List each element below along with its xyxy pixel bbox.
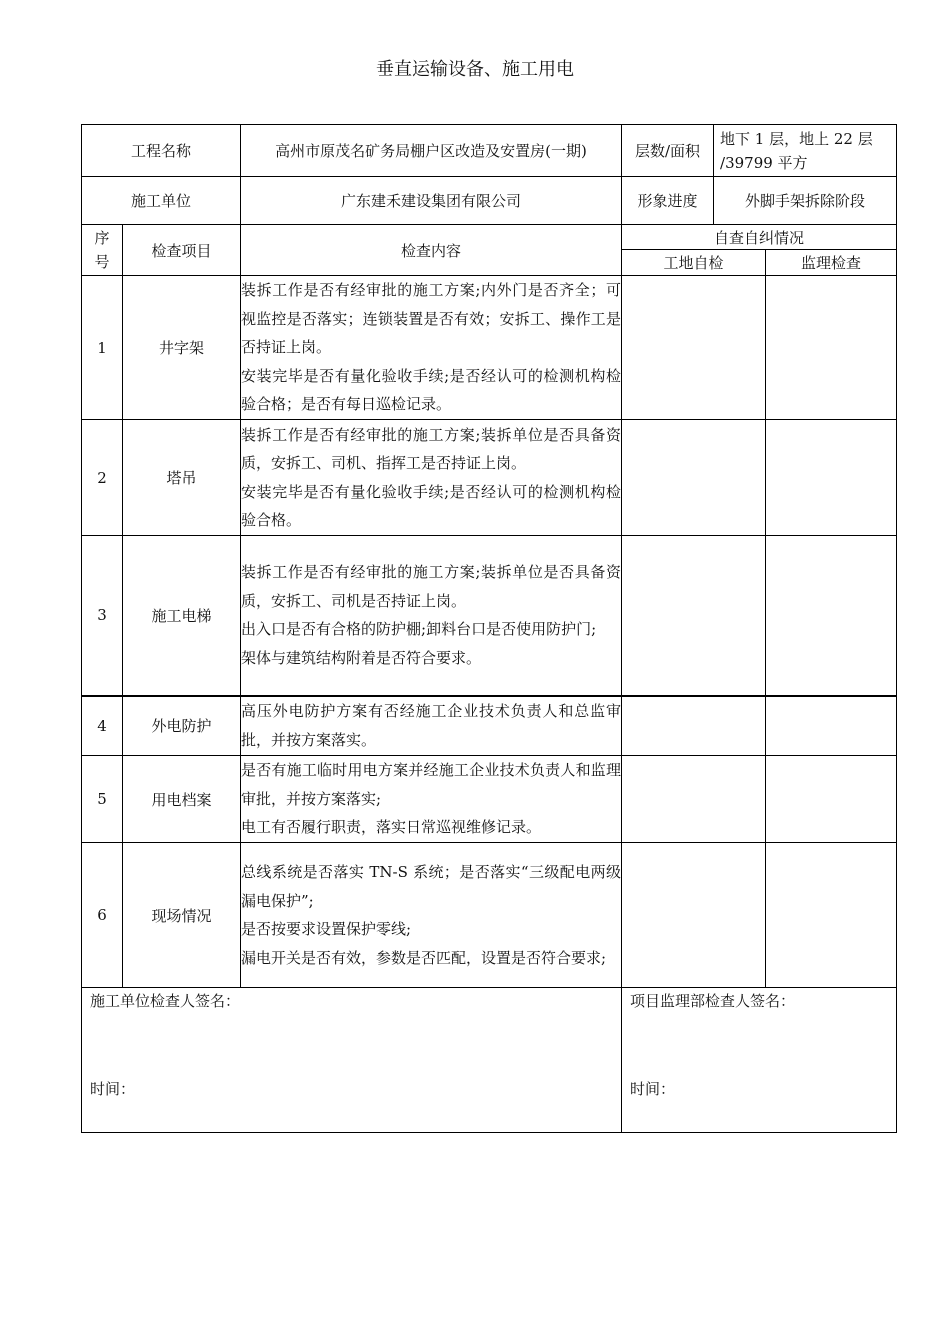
row-item: 外电防护 — [123, 696, 241, 756]
floors-line2: /39799 平方 — [720, 153, 808, 172]
site-check-cell[interactable] — [622, 420, 766, 536]
row-item: 塔吊 — [123, 420, 241, 536]
supervisor-check-cell[interactable] — [766, 843, 897, 988]
supervisor-signature-cell[interactable] — [622, 988, 897, 1133]
inspection-table — [81, 124, 897, 1133]
floors-label: 层数/面积 — [622, 125, 714, 177]
site-check-cell[interactable] — [622, 276, 766, 420]
supervisor-time-label: 时间： — [630, 1080, 676, 1098]
project-name-label: 工程名称 — [82, 125, 241, 177]
col-item-header: 检查项目 — [123, 225, 241, 276]
row-item: 用电档案 — [123, 756, 241, 843]
table-row — [82, 536, 897, 696]
progress-value: 外脚手架拆除阶段 — [714, 177, 897, 225]
project-name-value: 高州市原茂名矿务局棚户区改造及安置房(一期) — [241, 125, 622, 177]
col-no-line2: 号 — [94, 253, 110, 271]
contractor-label: 施工单位 — [82, 177, 241, 225]
row-content — [241, 756, 622, 843]
supervisor-check-cell[interactable] — [766, 420, 897, 536]
floors-value — [714, 125, 897, 177]
row-no: 3 — [82, 536, 123, 696]
row-no: 1 — [82, 276, 123, 420]
supervisor-check-cell[interactable] — [766, 756, 897, 843]
col-supervisor-check-header: 监理检查 — [766, 250, 897, 276]
row-content-text: 总线系统是否落实 TN-S 系统；是否落实“三级配电两级漏电保护”; 是否按要求设置保护零线; 漏电开关是否有效，参数是否匹配，设置是否符合要求; — [241, 863, 622, 967]
row-no: 5 — [82, 756, 123, 843]
row-content — [241, 276, 622, 420]
contractor-signature-cell[interactable] — [82, 988, 622, 1133]
row-content — [241, 843, 622, 988]
contractor-time-label: 时间： — [90, 1080, 136, 1098]
supervisor-check-cell[interactable] — [766, 276, 897, 420]
col-no-header — [82, 225, 123, 276]
contractor-value: 广东建禾建设集团有限公司 — [241, 177, 622, 225]
table-row — [82, 756, 897, 843]
row-content-text: 装拆工作是否有经审批的施工方案;装拆单位是否具备资质，安拆工、司机、指挥工是否持证上岗。 安装完毕是否有量化验收手续;是否经认可的检测机构检验合格。 — [241, 425, 622, 529]
col-self-check-header: 自查自纠情况 — [622, 225, 897, 250]
row-item: 施工电梯 — [123, 536, 241, 696]
row-item: 现场情况 — [123, 843, 241, 988]
floors-line1: 地下 1 层，地上 22 层 — [720, 129, 873, 148]
table-row — [82, 843, 897, 988]
row-content — [241, 420, 622, 536]
page-title: 垂直运输设备、施工用电 — [376, 59, 574, 80]
row-content-text: 是否有施工临时用电方案并经施工企业技术负责人和监理审批，并按方案落实; 电工有否履行职责，落实日常巡视维修记录。 — [241, 761, 622, 837]
row-no: 2 — [82, 420, 123, 536]
row-content-text: 装拆工作是否有经审批的施工方案;装拆单位是否具备资质，安拆工、司机是否持证上岗。 出入口是否有合格的防护棚;卸料台口是否使用防护门; 架体与建筑结构附着是否符合要求。 — [241, 563, 622, 667]
signature-row — [82, 988, 897, 1133]
row-content — [241, 696, 622, 756]
col-no-line1: 序 — [94, 229, 110, 247]
col-content-header: 检查内容 — [241, 225, 622, 276]
table-row — [82, 276, 897, 420]
table-row — [82, 420, 897, 536]
row-content — [241, 536, 622, 696]
progress-label: 形象进度 — [622, 177, 714, 225]
row-item: 井字架 — [123, 276, 241, 420]
supervisor-sign-label: 项目监理部检查人签名： — [630, 992, 796, 1010]
site-check-cell[interactable] — [622, 756, 766, 843]
table-row — [82, 696, 897, 756]
col-site-check-header: 工地自检 — [622, 250, 766, 276]
row-no: 6 — [82, 843, 123, 988]
row-no: 4 — [82, 696, 123, 756]
supervisor-check-cell[interactable] — [766, 696, 897, 756]
site-check-cell[interactable] — [622, 696, 766, 756]
site-check-cell[interactable] — [622, 536, 766, 696]
row-content-text: 装拆工作是否有经审批的施工方案;内外门是否齐全；可视监控是否落实；连锁装置是否有效；安拆工、操作工是否持证上岗。 安装完毕是否有量化验收手续;是否经认可的检测机构检验合格；是否有每日巡检记录。 — [241, 281, 622, 414]
site-check-cell[interactable] — [622, 843, 766, 988]
row-content-text: 高压外电防护方案有否经施工企业技术负责人和总监审批，并按方案落实。 — [241, 702, 622, 749]
contractor-sign-label: 施工单位检查人签名： — [90, 992, 241, 1010]
supervisor-check-cell[interactable] — [766, 536, 897, 696]
